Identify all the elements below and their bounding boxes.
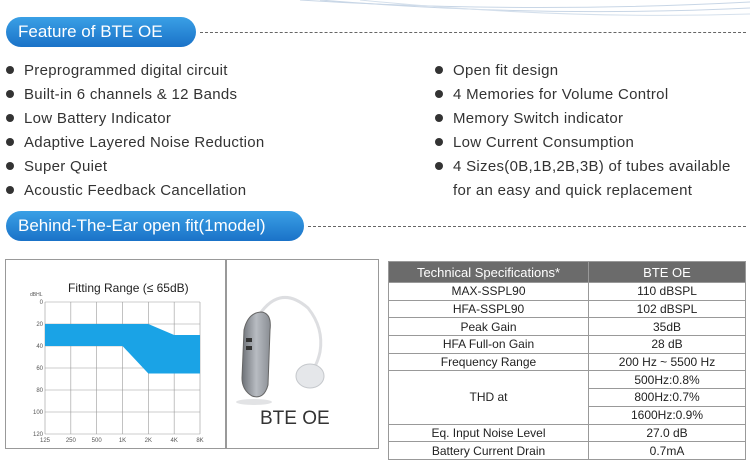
spec-name-cell: MAX-SSPL90 bbox=[389, 283, 589, 301]
header-cell: Technical Specifications* bbox=[389, 262, 589, 283]
feature-text: Open fit design bbox=[453, 62, 559, 79]
spec-name-cell: Eq. Input Noise Level bbox=[389, 424, 589, 442]
spec-name-cell: Frequency Range bbox=[389, 353, 589, 371]
feature-text: Acoustic Feedback Cancellation bbox=[24, 182, 247, 199]
spec-value-cell: 0.7mA bbox=[589, 442, 746, 460]
bullet-icon bbox=[435, 90, 443, 98]
feature-text: Super Quiet bbox=[24, 158, 108, 175]
spec-value-cell: 200 Hz ~ 5500 Hz bbox=[589, 353, 746, 371]
bullet-icon bbox=[435, 162, 443, 170]
x-tick-label: 125 bbox=[39, 438, 51, 442]
product-label: BTE OE bbox=[260, 408, 330, 429]
table-header-row bbox=[389, 262, 746, 283]
feature-text: Low Current Consumption bbox=[453, 134, 635, 151]
bullet-icon bbox=[435, 114, 443, 122]
y-tick-label: 40 bbox=[36, 344, 43, 350]
x-tick-label: 250 bbox=[65, 438, 76, 442]
feature-text: Adaptive Layered Noise Reduction bbox=[24, 134, 265, 151]
table-row bbox=[389, 336, 746, 354]
bullet-icon bbox=[435, 66, 443, 74]
feature-item bbox=[6, 86, 237, 103]
feature-item bbox=[6, 158, 107, 175]
spec-name-cell: Peak Gain bbox=[389, 318, 589, 336]
x-tick-label: 500 bbox=[91, 438, 102, 442]
x-tick-label: 4K bbox=[170, 438, 178, 442]
y-tick-label: 0 bbox=[39, 300, 43, 306]
feature-item bbox=[6, 62, 228, 79]
divider bbox=[200, 32, 746, 33]
spec-name-cell: HFA-SSPL90 bbox=[389, 300, 589, 318]
bullet-icon bbox=[6, 66, 14, 74]
table-row bbox=[389, 442, 746, 460]
spec-value-cell: 35dB bbox=[589, 318, 746, 336]
y-tick-label: 120 bbox=[32, 432, 43, 438]
model-section-title: Behind-The-Ear open fit(1model) bbox=[6, 211, 304, 241]
table-row bbox=[389, 424, 746, 442]
spec-value-cell: 800Hz:0.7% bbox=[589, 389, 746, 407]
feature-text: Built-in 6 channels & 12 Bands bbox=[24, 86, 238, 103]
spec-value-cell: 102 dBSPL bbox=[589, 300, 746, 318]
bullet-icon bbox=[435, 138, 443, 146]
feature-text: Low Battery Indicator bbox=[24, 110, 172, 127]
spec-value-cell: 500Hz:0.8% bbox=[589, 371, 746, 389]
feature-item bbox=[6, 182, 246, 199]
feature-text: 4 Sizes(0B,1B,2B,3B) of tubes available bbox=[453, 158, 731, 175]
x-tick-label: 8K bbox=[196, 438, 204, 442]
y-tick-label: 100 bbox=[32, 410, 43, 416]
y-tick-label: 60 bbox=[36, 366, 43, 372]
spec-value-cell: 27.0 dB bbox=[589, 424, 746, 442]
feature-item bbox=[435, 158, 731, 175]
y-tick-label: 20 bbox=[36, 322, 43, 328]
chart-title: Fitting Range (≤ 65dB) bbox=[68, 281, 189, 295]
fitting-range-chart bbox=[30, 292, 210, 442]
bullet-icon bbox=[6, 114, 14, 122]
bullet-icon bbox=[6, 138, 14, 146]
feature-text: Preprogrammed digital circuit bbox=[24, 62, 228, 79]
table-row bbox=[389, 300, 746, 318]
hearing-aid-image bbox=[228, 290, 368, 410]
y-tick-label: 80 bbox=[36, 388, 43, 394]
header-cell: BTE OE bbox=[589, 262, 746, 283]
divider bbox=[308, 226, 746, 227]
feature-item bbox=[435, 86, 668, 103]
spec-name-cell: HFA Full-on Gain bbox=[389, 336, 589, 354]
x-tick-label: 2K bbox=[144, 438, 153, 442]
feature-item bbox=[435, 182, 692, 199]
table-row bbox=[389, 318, 746, 336]
y-axis-label: dBHL bbox=[30, 292, 43, 298]
feature-item bbox=[6, 110, 171, 127]
x-tick-label: 1K bbox=[118, 438, 127, 442]
bullet-icon bbox=[6, 162, 14, 170]
feature-item bbox=[6, 134, 265, 151]
feature-section-title: Feature of BTE OE bbox=[6, 17, 196, 47]
feature-item bbox=[435, 134, 634, 151]
feature-text: Memory Switch indicator bbox=[453, 110, 624, 127]
feature-text: for an easy and quick replacement bbox=[453, 182, 693, 199]
spec-value-cell: 110 dBSPL bbox=[589, 283, 746, 301]
feature-item bbox=[435, 62, 558, 79]
table-row bbox=[389, 283, 746, 301]
spec-name-cell: THD at bbox=[389, 371, 589, 424]
bullet-icon bbox=[6, 186, 14, 194]
spec-table bbox=[388, 261, 746, 460]
bullet-icon bbox=[6, 90, 14, 98]
feature-item bbox=[435, 110, 623, 127]
feature-text: 4 Memories for Volume Control bbox=[453, 86, 669, 103]
spec-value-cell: 1600Hz:0.9% bbox=[589, 406, 746, 424]
spec-name-cell: Battery Current Drain bbox=[389, 442, 589, 460]
table-row bbox=[389, 353, 746, 371]
table-row bbox=[389, 371, 746, 389]
spec-value-cell: 28 dB bbox=[589, 336, 746, 354]
